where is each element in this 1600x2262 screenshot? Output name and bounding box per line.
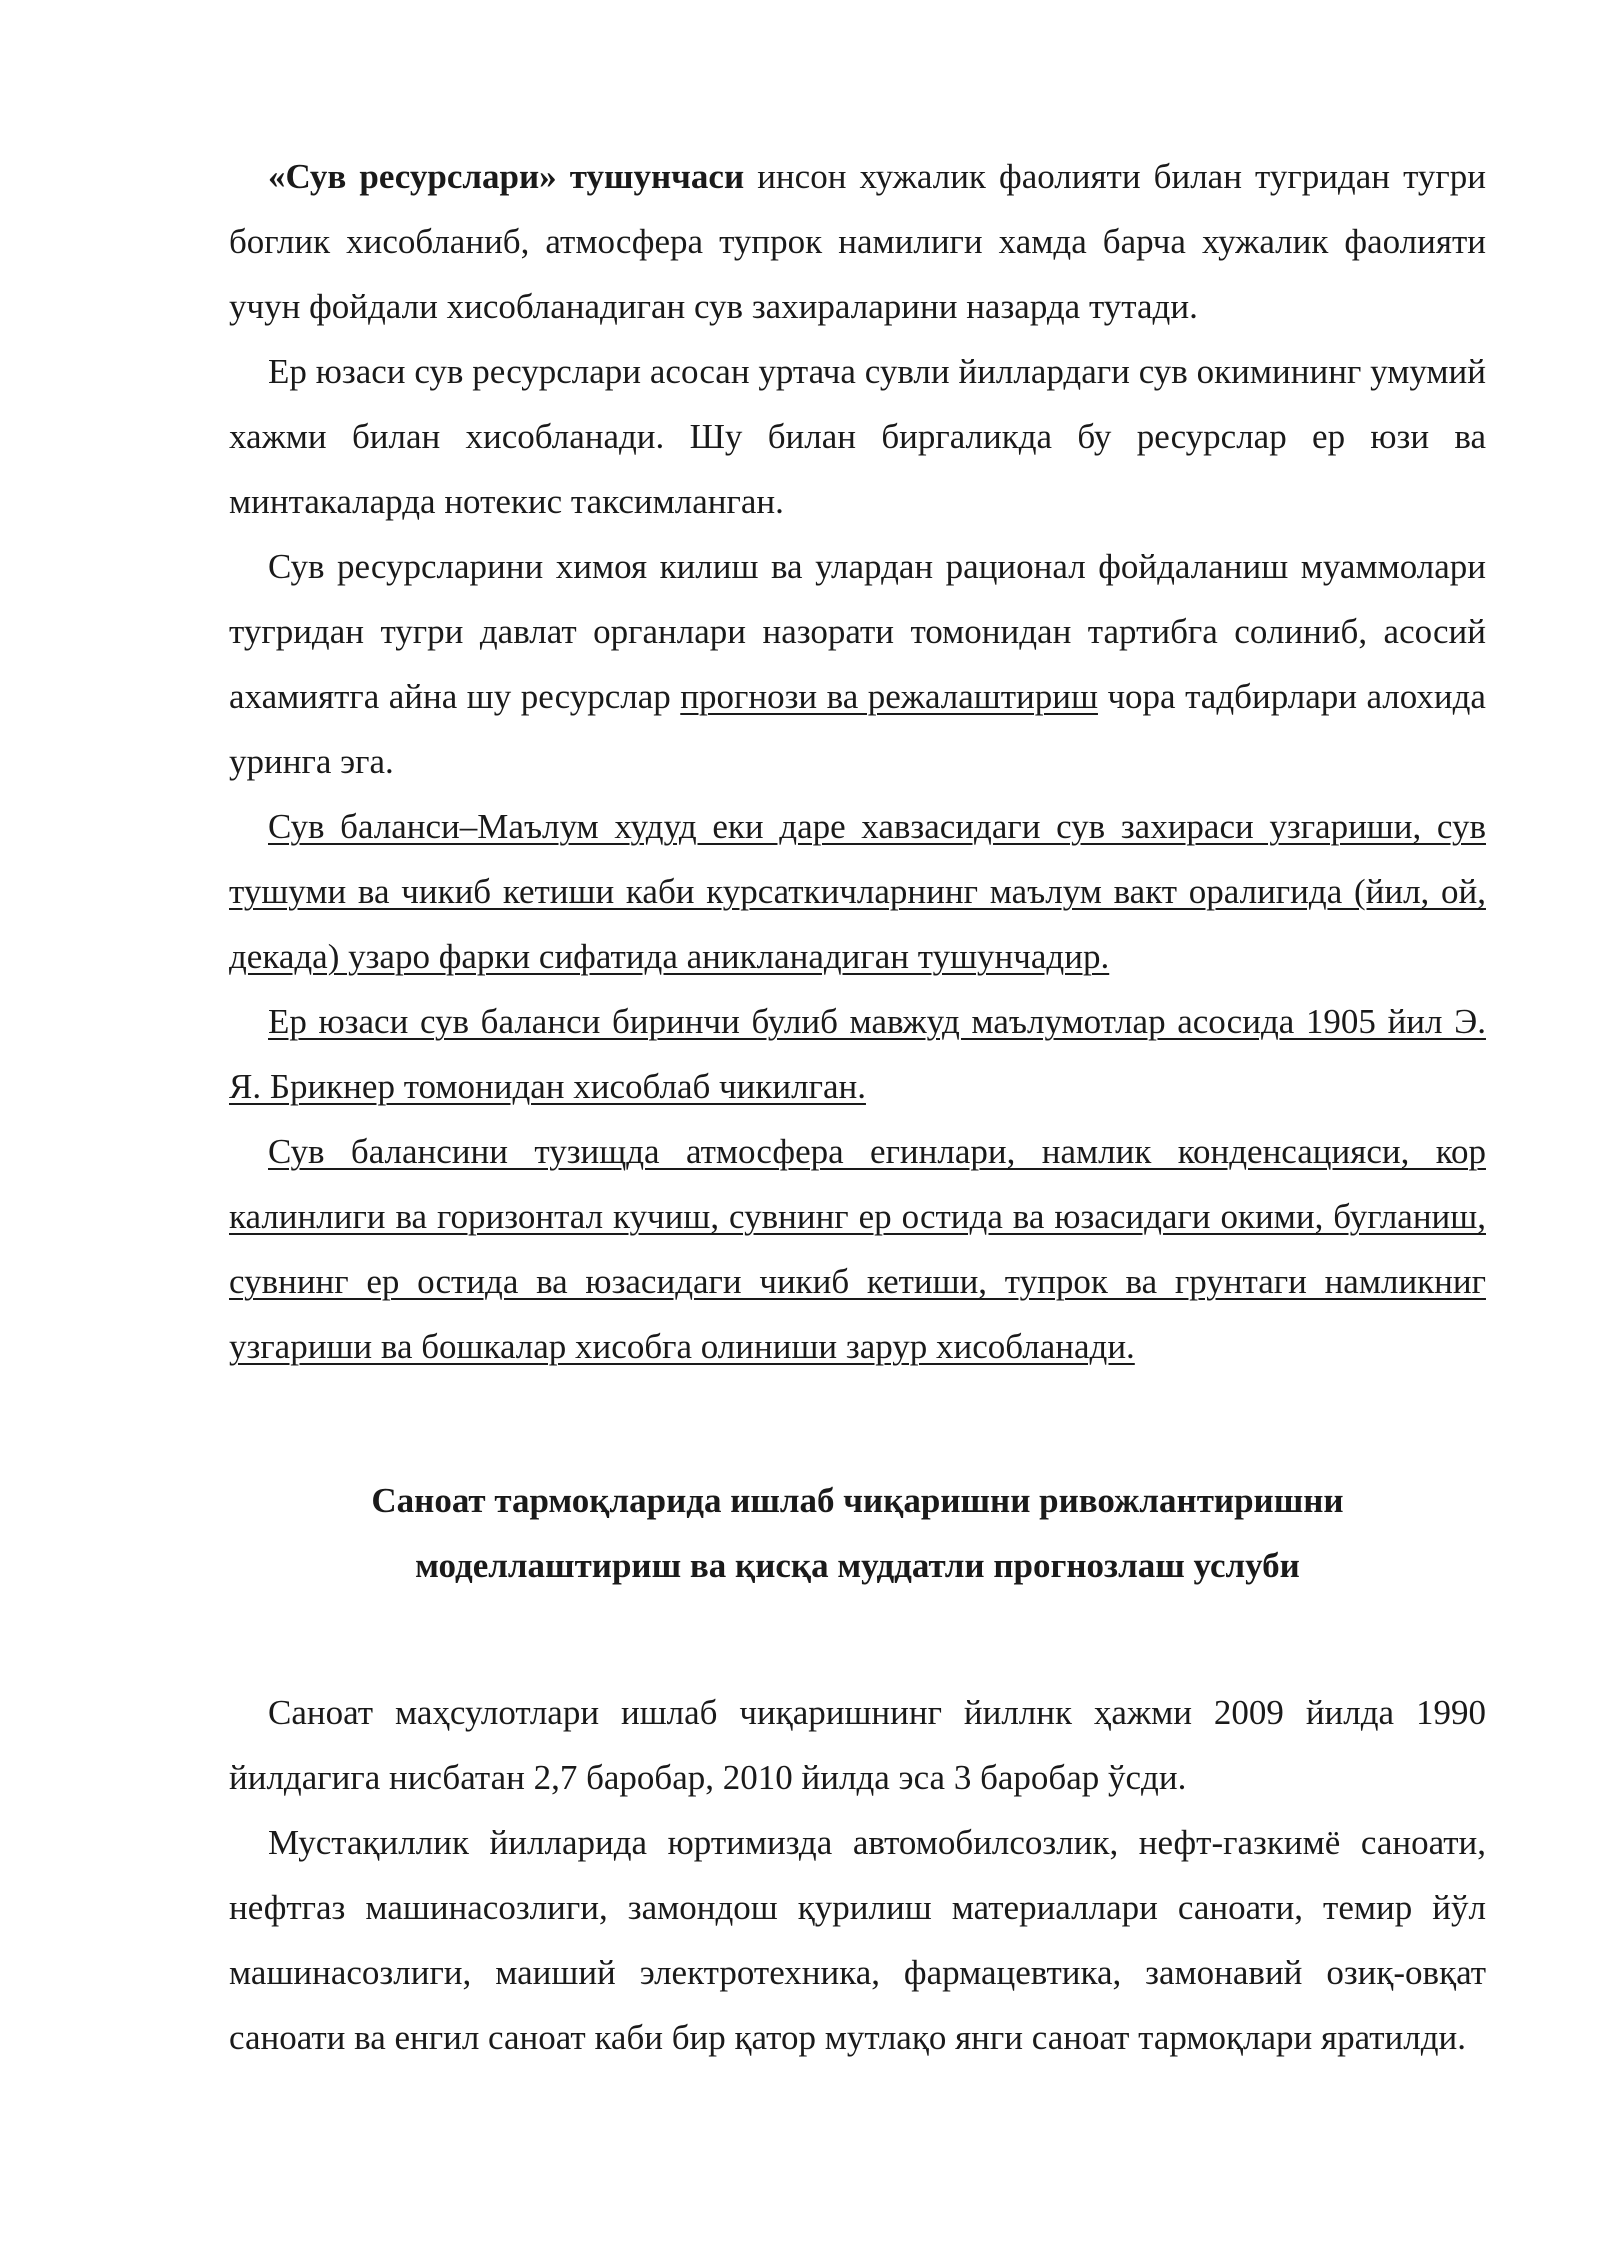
paragraph-industrial-output-growth xyxy=(229,1680,1486,1810)
paragraph-new-industries xyxy=(229,1810,1486,2070)
underlined-text: прогнози ва режалаштириш xyxy=(680,677,1098,716)
paragraph-surface-water-resources xyxy=(229,339,1486,534)
section-heading-line-1: Саноат тармоқларида ишлаб чиқаришни ривожлантиришни xyxy=(371,1481,1344,1520)
paragraph-text: Ер юзаси сув ресурслари асосан уртача сувли йиллардаги сув окимининг умумий хажми билан хисобланади. Шу билан биргаликда бу ресурслар ер юзи ва минтакаларда нотекис таксимланган. xyxy=(229,352,1486,521)
section-heading xyxy=(229,1379,1486,1680)
paragraph-bruckner-calculation xyxy=(229,989,1486,1119)
paragraph-water-protection xyxy=(229,534,1486,794)
document-body xyxy=(229,144,1486,2070)
paragraph-water-balance-components xyxy=(229,1119,1486,1379)
paragraph-text: Мустақиллик йилларида юртимизда автомобилсозлик, нефт-газкимё саноати, нефтгаз машинасозлиги, замондош қурилиш материаллари саноати, темир йўл машинасозлиги, маиший электротехника, фармацевтика, замонавий озиқ-овқат саноати ва енгил саноат каби бир қатор мутлақо янги саноат тармоқлари яратилди. xyxy=(229,1823,1486,2057)
paragraph-text: чора тадбирлари алохида уринга эга. xyxy=(229,677,1486,781)
paragraph-text: Сув ресурсларини химоя килиш ва улардан рационал фойдаланиш муаммолари тугридан тугри давлат органлари назорати томонидан тартибга солиниб, асосий ахамиятга айна шу ресурслар xyxy=(229,547,1486,716)
bold-term-water-resources: «Сув ресурслари» тушунчаси xyxy=(268,157,745,196)
paragraph-water-resources-concept xyxy=(229,144,1486,339)
underlined-text: Сув баланси–Маълум худуд еки даре хавзасидаги сув захираси узгариши, сув тушуми ва чикиб кетиши каби курсаткичларнинг маълум вакт оралигида (йил, ой, декада) узаро фарки сифатида аникланадиган тушунчадир. xyxy=(229,807,1486,976)
underlined-text: Сув балансини тузищда атмосфера егинлари, намлик конденсацияси, кор калинлиги ва горизонтал кучиш, сувнинг ер остида ва юзасидаги окими, бугланиш, сувнинг ер остида ва юзасидаги чикиб кетиши, тупрок ва грунтаги намликниг узгариши ва бошкалар хисобга олиниши зарур хисобланади. xyxy=(229,1132,1486,1366)
section-heading-line-2: моделлаштириш ва қисқа муддатли прогнозлаш услуби xyxy=(415,1546,1300,1585)
paragraph-text: Саноат маҳсулотлари ишлаб чиқаришнинг йиллнк ҳажми 2009 йилда 1990 йилдагига нисбатан 2,7 баробар, 2010 йилда эса 3 баробар ўсди. xyxy=(229,1693,1486,1797)
paragraph-text: инсон хужалик фаолияти билан тугридан тугри боглик хисобланиб, атмосфера тупрок намилиги хамда барча хужалик фаолияти учун фойдали хисобланадиган сув захираларини назарда тутади. xyxy=(229,157,1486,326)
paragraph-water-balance-definition xyxy=(229,794,1486,989)
underlined-text: Ер юзаси сув баланси биринчи булиб мавжуд маълумотлар асосида 1905 йил Э. Я. Брикнер томонидан хисоблаб чикилган. xyxy=(229,1002,1486,1106)
